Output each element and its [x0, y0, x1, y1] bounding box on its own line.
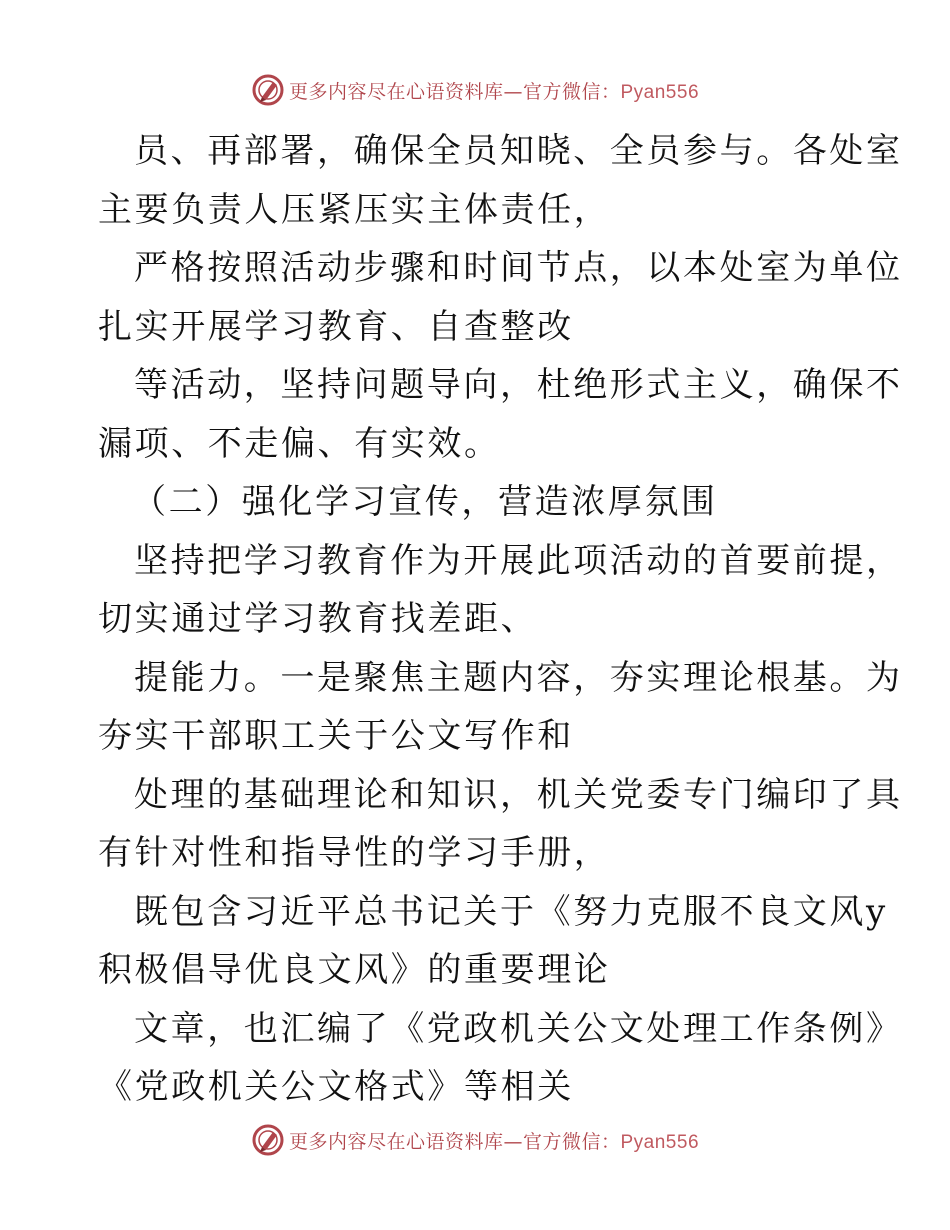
header-wechat-id: Pyan556 [620, 81, 700, 103]
body-line: 切实通过学习教育找差距、 [98, 599, 538, 639]
body-line: 《党政机关公文格式》等相关 [98, 1067, 574, 1107]
body-line: 漏项、不走偏、有实效。 [98, 423, 501, 464]
footer-banner-text [289, 1127, 699, 1154]
footer-brand: 更多内容尽在心语资料库 [288, 1130, 504, 1153]
footer-banner [0, 1120, 950, 1160]
header-banner-text [289, 77, 699, 104]
body-line: 文章，也汇编了《党政机关公文处理工作条例》 [134, 1008, 903, 1049]
body-line: 严格按照活动步骤和时间节点，以本处室为单位 [134, 248, 903, 288]
footer-separator: — [503, 1130, 523, 1153]
body-line: 主要负责人压紧压实主体责任， [98, 189, 611, 230]
footer-wechat-id: Pyan556 [620, 1131, 700, 1153]
footer-wechat-label: 官方微信： [522, 1130, 621, 1153]
body-line: 积极倡导优良文风》的重要理论 [98, 950, 611, 990]
header-banner [0, 70, 950, 110]
body-line: 扎实开展学习教育、自查整改 [98, 306, 574, 347]
body-line: 夯实干部职工关于公文写作和 [98, 716, 574, 756]
body-line: 处理的基础理论和知识，机关党委专门编印了具 [134, 774, 903, 815]
body-line: 等活动，坚持问题导向，杜绝形式主义，确保不 [134, 365, 903, 405]
document-body [98, 122, 903, 1117]
pen-logo-icon [251, 1123, 285, 1157]
pen-logo-icon [251, 73, 285, 107]
header-brand: 更多内容尽在心语资料库 [288, 80, 504, 103]
section-heading: （二）强化学习宣传，营造浓厚氛围 [132, 482, 718, 522]
header-separator: — [503, 80, 523, 103]
body-line: 既包含习近平总书记关于《努力克服不良文风y [134, 891, 888, 932]
body-line: 坚持把学习教育作为开展此项活动的首要前提， [134, 540, 903, 581]
header-wechat-label: 官方微信： [522, 80, 621, 103]
body-line: 有针对性和指导性的学习手册， [98, 833, 611, 873]
body-line: 提能力。一是聚焦主题内容，夯实理论根基。为 [134, 657, 903, 698]
body-line: 员、再部署，确保全员知晓、全员参与。各处室 [134, 131, 903, 171]
